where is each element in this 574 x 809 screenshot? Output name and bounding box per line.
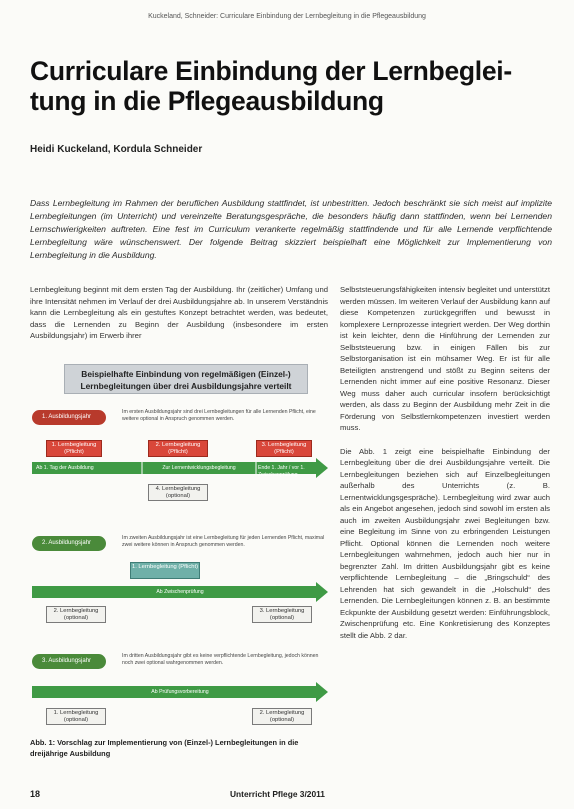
article-title (30, 56, 550, 116)
right-paragraph-2: Die Abb. 1 zeigt eine beispielhafte Einbindung der Lernbegleitung über die drei Ausbildungsjahre verteilt. Die Lernbegleitungen beziehen sich auf Einzelbegleitungen außerhalb des Unterrichts (z. B. Lernentwicklungsgespräche). Lernbegleitung wird zwar auch als ein Angebot angesehen, jedoch sind sowohl im ersten als auch im zweiten Ausbildungsjahr zwei Begleitungen bzw. eine Begleitung im Sinne von zu erbringenden Leistungen Pflicht. Optional können die Lernenden noch weitere Lernbegleitungen wahrnehmen, jedoch auch hier nur in begrenzter Zahl. Im dritten Ausbildungsjahr gibt es keine verpflichtende Lernbegleitung – die „Bringschuld“ des Lehrenden hat sich gewandelt in die „Holschuld“ des Lernenden. Die Lernbegleitungen können z. B. an bestimmte Eckpunkte der Ausbildung gesetzt werden: Einführungsblock, Zwischenprüfung etc. Eine Konkretisierung des Konzeptes stellt die Abb. 2 dar. (340, 446, 550, 640)
year1-note: Im ersten Ausbildungsjahr sind drei Lernbegleitungen für alle Lernenden Pflicht, eine weitere optional in Anspruch genommen werden. (122, 409, 316, 422)
year2-label: 2. Ausbildungsjahr (32, 536, 106, 551)
year2-box-right: 3. Lernbegleitung (optional) (252, 606, 312, 623)
year3-label: 3. Ausbildungsjahr (32, 654, 106, 669)
year1-arrow-left: Ab 1. Tag der Ausbildung (36, 465, 94, 471)
running-header: Kuckeland, Schneider: Curriculare Einbindung der Lernbegleitung in die Pflegeausbildung (148, 13, 426, 20)
right-column (340, 284, 550, 653)
title-line-1: Curriculare Einbindung der Lernbeglei- (30, 56, 512, 86)
year1-optional: 4. Lernbegleitung (optional) (148, 484, 208, 501)
journal-footer: Unterricht Pflege 3/2011 (230, 789, 325, 799)
left-column (30, 284, 328, 342)
figure-caption: Abb. 1: Vorschlag zur Implementierung von (Einzel-) Lernbegleitungen in die dreijährige Ausbildung (30, 738, 299, 758)
year1-box-1: 1. Lernbegleitung (Pflicht) (46, 440, 102, 457)
year3-box-right: 2. Lernbegleitung (optional) (252, 708, 312, 725)
year1-box-2: 2. Lernbegleitung (Pflicht) (148, 440, 208, 457)
authors: Heidi Kuckeland, Kordula Schneider (30, 144, 203, 155)
left-column-text: Lernbegleitung beginnt mit dem ersten Tag der Ausbildung. Ihr (zeitlicher) Umfang und ihre Intensität nehmen im Verlauf der drei Ausbildungsjahre ab. In unserem Verständnis kann die Lernbegleitung als ein gestuftes Konzept betrachtet werden, was bedeutet, dass die Lernenden zu Beginn der Ausbildung (insbesondere im ersten Ausbildungsjahr) im Erwerb ihrer (30, 285, 328, 340)
title-line-2: tung in die Pflegeausbildung (30, 86, 384, 116)
year3-box-left: 1. Lernbegleitung (optional) (46, 708, 106, 725)
year3-arrow-label: Ab Prüfungsvorbereitung (151, 689, 209, 695)
year2-box-top: 1. Lernbegleitung (Pflicht) (130, 562, 200, 579)
year2-box-left: 2. Lernbegleitung (optional) (46, 606, 106, 623)
year3-note: Im dritten Ausbildungsjahr gibt es keine verpflichtende Lernbegleitung, jedoch können noch zwei optional wahrgenommen werden. (122, 653, 319, 666)
year1-arrow-right: Ende 1. Jahr / vor 1. Zwischenprüfung (258, 465, 305, 478)
year2-note: Im zweiten Ausbildungsjahr ist eine Lernbegleitung für jeden Lernenden Pflicht, maximal zwei weitere können in Anspruch genommen werden. (122, 535, 325, 548)
year1-arrow-mid: Zur Lernentwicklungsbegleitung (162, 465, 236, 471)
year2-arrow-label: Ab Zwischenprüfung (156, 589, 204, 595)
figure-1 (30, 364, 330, 738)
page-number: 18 (30, 789, 41, 799)
right-paragraph-1: Selbststeuerungsfähigkeiten intensiv begleitet und unterstützt werden müssen. Im weiteren Verlauf der Ausbildung kann auf diese Kompetenzen zurückgegriffen und bewusst in komplexere Lernprozesse integriert werden. Der Weg dorthin ist kein leichter, denn die Hinführung der Lernenden zur Selbststeuerung bzw. in einigen Fällen bis zur Selbstorganisation ist ein mühsamer Weg. Er ist für alle Beteiligten anstrengend und stößt zu Beginn seitens der Lernenden nicht immer auf eine positive Resonanz. Dieser Weg muss daher auch curricular insofern berücksichtigt werden, als dass zu Beginn der Ausbildung mehr Zeit in die Förderung von Selbstlernkompetenzen investiert werden muss. (340, 285, 550, 432)
lead-paragraph: Dass Lernbegleitung im Rahmen der beruflichen Ausbildung stattfindet, ist unbestritten. Jedoch beschränkt sie sich meist auf implizite Lernbegleitungen (im Unterricht) und vereinzelte Beratungsgespräche, die besonders häufig dann stattfinden, wenn bei Lernenden Lernschwierigkeiten auftreten. Eine fest im Curriculum verankerte regelmäßig stattfindende und für alle Lernende verpflichtende Lernbegleitung wäre wünschenswert. Der folgende Beitrag skizziert beispielhaft eine Möglichkeit zur Implementierung von Lernbegleitung in die Ausbildung. (30, 198, 552, 260)
year1-box-3: 3. Lernbegleitung (Pflicht) (256, 440, 312, 457)
year1-label: 1. Ausbildungsjahr (32, 410, 106, 425)
figure-header: Beispielhafte Einbindung von regelmäßigen (Einzel-) Lernbegleitungen über drei Ausbildungsjahre verteilt (64, 364, 308, 394)
